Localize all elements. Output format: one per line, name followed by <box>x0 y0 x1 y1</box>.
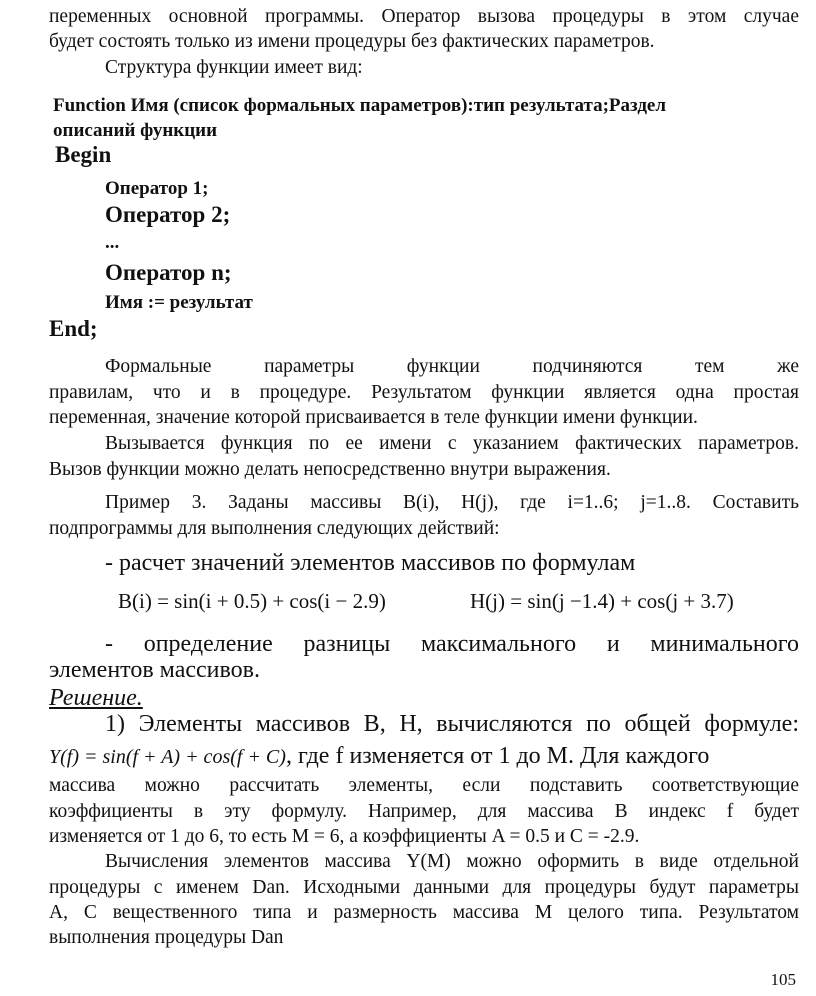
text-line: выполнения процедуры Dan <box>49 927 284 948</box>
text-line: Вычисления элементов массива Y(M) можно оформить в виде отдельной <box>105 851 799 872</box>
bullet-line: - расчет значений элементов массивов по формулам <box>105 550 636 576</box>
text-line: Формальные параметры функции подчиняются тем же <box>105 356 799 377</box>
formula-h: H(j) = sin(j −1.4) + cos(j + 3.7) <box>470 589 734 613</box>
code-end: End; <box>49 316 98 341</box>
text-line: массива можно рассчитать элементы, если подставить соответствующие <box>49 775 799 796</box>
text-line: переменная, значение которой присваивается в теле функции имени функции. <box>49 407 698 428</box>
text-line: Вызывается функция по ее имени с указанием фактических параметров. <box>105 433 799 454</box>
page-number: 105 <box>770 970 796 989</box>
code-ellipsis: ... <box>105 232 120 253</box>
bullet-line: - определение разницы максимального и минимального <box>105 631 799 657</box>
text-line: Вызов функции можно делать непосредственно внутри выражения. <box>49 459 611 480</box>
text-line: будет состоять только из имени процедуры без фактических параметров. <box>49 31 655 52</box>
text-line: 1) Элементы массивов B, H, вычисляются по общей формуле: <box>105 711 799 737</box>
text-line-with-formula <box>49 742 799 771</box>
text-line: Пример 3. Заданы массивы B(i), H(j), где i=1..6; j=1..8. Составить <box>105 492 799 513</box>
code-begin: Begin <box>55 142 112 167</box>
formula-y: Y(f) = sin(f + A) + cos(f + C) <box>49 746 286 768</box>
text-line: процедуры с именем Dan. Исходными данными для процедуры будут параметры <box>49 877 799 898</box>
code-operator-n: Оператор n; <box>105 260 232 285</box>
code-line-declarations: описаний функции <box>53 120 218 141</box>
text-line: подпрограммы для выполнения следующих действий: <box>49 518 500 539</box>
bullet-line: элементов массивов. <box>49 657 261 683</box>
text-line: коэффициенты в эту формулу. Например, для массива B индекс f будет <box>49 801 799 822</box>
text-span: , где f изменяется от 1 до M. Для каждого <box>285 743 710 769</box>
text-line: переменных основной программы. Оператор вызова процедуры в этом случае <box>49 6 799 27</box>
code-assign: Имя := результат <box>105 292 253 313</box>
code-operator-2: Оператор 2; <box>105 202 231 227</box>
text-line: изменяется от 1 до 6, то есть M = 6, а коэффициенты A = 0.5 и C = -2.9. <box>49 826 640 847</box>
text-line: правилам, что и в процедуре. Результатом функции является одна простая <box>49 382 799 403</box>
text-line: Структура функции имеет вид: <box>105 57 363 78</box>
solution-heading: Решение. <box>49 685 143 711</box>
formula-b: B(i) = sin(i + 0.5) + cos(i − 2.9) <box>118 589 386 613</box>
text-line: A, C вещественного типа и размерность массива M целого типа. Результатом <box>49 902 799 923</box>
code-line-function: Function Имя (список формальных параметров):тип результата;Раздел <box>53 95 667 116</box>
code-operator-1: Оператор 1; <box>105 178 209 199</box>
